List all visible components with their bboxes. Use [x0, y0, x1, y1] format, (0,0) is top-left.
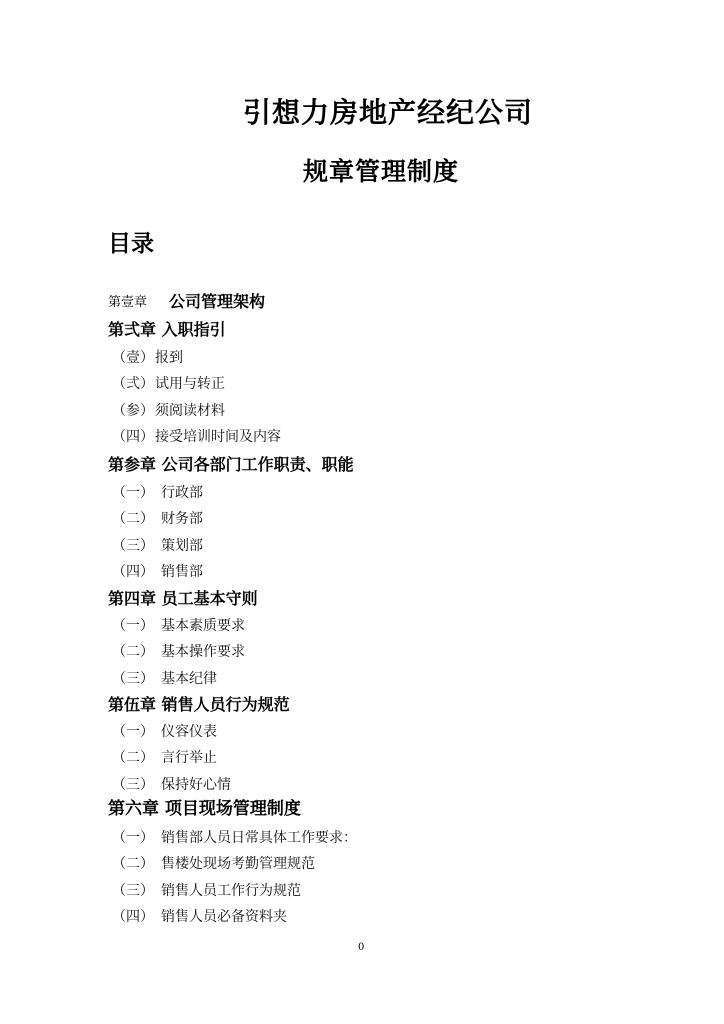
toc-chapter-6: 第六章 项目现场管理制度	[108, 799, 301, 819]
toc-item-label: 基本操作要求	[161, 644, 245, 660]
toc-item-label: 言行举止	[161, 750, 217, 766]
toc-item-label: 行政部	[161, 485, 203, 501]
toc-item-label: 销售部	[161, 564, 203, 580]
toc-item-num: （壹）	[112, 350, 154, 366]
toc-item-num: （三）	[112, 777, 154, 793]
document-title: 引想力房地产经纪公司	[243, 96, 534, 129]
toc-item-label: 财务部	[161, 511, 203, 527]
toc-item-num: （四）	[112, 909, 154, 925]
toc-item-num: （弍）	[112, 376, 154, 392]
toc-item-num: （参）	[112, 403, 154, 419]
toc-item-num: （四）	[112, 564, 154, 580]
toc-chapter-2: 第弍章 入职指引	[108, 320, 226, 339]
toc-item-label: 接受培训时间及内容	[155, 429, 281, 445]
toc-item-label: 售楼处现场考勤管理规范	[161, 856, 315, 872]
toc-item-label: 保持好心情	[161, 777, 231, 793]
toc-item-num: （二）	[112, 644, 154, 660]
document-subtitle: 规章管理制度	[303, 157, 460, 186]
toc-item-label: 销售部人员日常具体工作要求：	[161, 830, 357, 846]
toc-item-num: （一）	[112, 724, 154, 740]
toc-item-num: （二）	[112, 511, 154, 527]
toc-chapter-1-prefix: 第壹章	[108, 295, 148, 310]
toc-item-num: （一）	[112, 618, 154, 634]
toc-heading: 目录	[108, 231, 154, 257]
toc-item-num: （四）	[112, 429, 154, 445]
toc-item-num: （二）	[112, 750, 154, 766]
toc-item-label: 报到	[155, 350, 183, 366]
toc-chapter-1-title: 公司管理架构	[169, 292, 266, 311]
toc-item-label: 策划部	[161, 538, 203, 554]
toc-chapter-4: 第四章 员工基本守则	[108, 589, 258, 608]
toc-item-label: 须阅读材料	[155, 403, 225, 419]
toc-item-num: （二）	[112, 856, 154, 872]
toc-item-num: （三）	[112, 671, 154, 687]
toc-item-label: 试用与转正	[155, 376, 225, 392]
toc-item-num: （一）	[112, 830, 154, 846]
toc-item-num: （三）	[112, 883, 154, 899]
toc-item-label: 仪容仪表	[161, 724, 217, 740]
toc-chapter-5: 第伍章 销售人员行为规范	[108, 695, 290, 714]
toc-item-num: （一）	[112, 485, 154, 501]
toc-item-label: 销售人员工作行为规范	[161, 883, 301, 899]
toc-chapter-3: 第参章 公司各部门工作职责、职能	[108, 455, 354, 474]
toc-item-num: （三）	[112, 538, 154, 554]
page-number: 0	[358, 942, 365, 953]
toc-item-label: 基本素质要求	[161, 618, 245, 634]
toc-item-label: 基本纪律	[161, 671, 217, 687]
toc-item-label: 销售人员必备资料夹	[161, 909, 287, 925]
